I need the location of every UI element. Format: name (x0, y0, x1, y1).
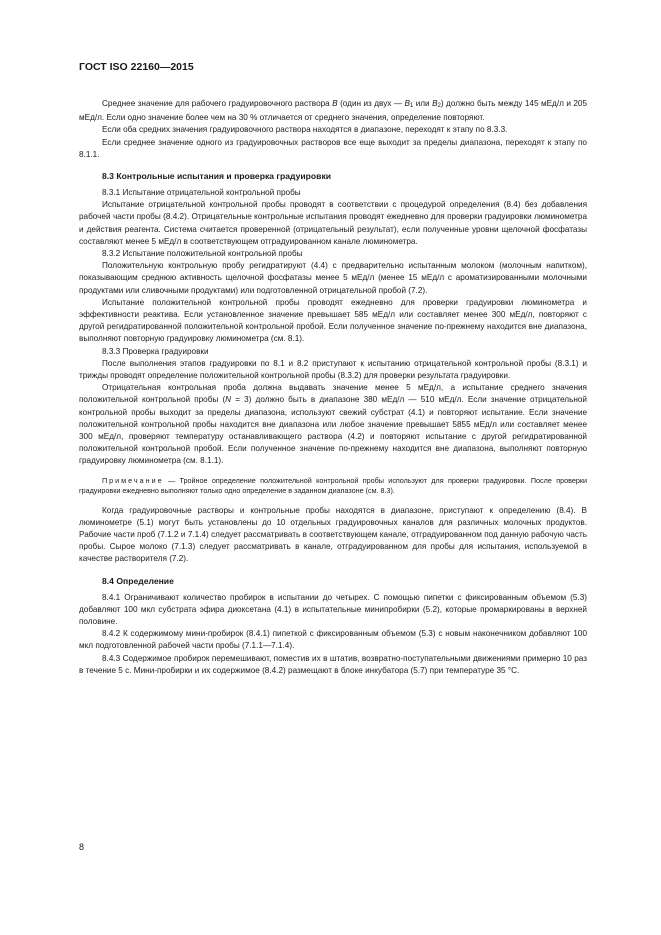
section-8-4-heading: 8.4 Определение (102, 575, 174, 586)
intro-paragraph-1: Среднее значение для рабочего градуировочного раствора B (один из двух — B1 или B2) должно быть между 145 мЕд/л и 205 мЕд/л. Если одно значение более чем на 30 % отличается от среднего значения, определение повторяют. (79, 99, 587, 123)
subsection-8-3-2-text-1: Положительную контрольную пробу регидратируют (4.4) с предварительно испытанным молоком (молочным напитком), показывающим среднюю активность щелочной фосфатазы менее 5 мЕд/л (менее 15 мЕд/л с ароматизированными молочными продуктами или сливочными продуктами) или подготовленной отрицательной пробой (7.2). (79, 261, 587, 295)
subsection-8-3-1-text: Испытание отрицательной контрольной пробы проводят в соответствии с процедурой определения (8.4) без добавления рабочей части пробы (8.4.2). Отрицательные контрольные испытания проводят ежедневно для проверки градуировки люминометра и действия реагента. Система считается проверенной (отрицательный результат), если полученные уровни щелочной фосфатазы составляют менее 5 мЕд/л в соответствующем отградуированном канале люминометра. (79, 200, 587, 246)
section-8-3-heading: 8.3 Контрольные испытания и проверка градуировки (102, 171, 332, 182)
subsection-8-4-3-text: 8.4.3 Содержимое пробирок перемешивают, поместив их в штатив, возвратно-поступательными движениями примерно 10 раз в течение 5 с. Мини-пробирки и их содержимое (8.4.2) размещают в блоке инкубатора (5.7) при температуре 35 °С. (79, 653, 587, 675)
subsection-8-3-2-text-2: Испытание положительной контрольной пробы проводят ежедневно для проверки градуировки люминометра и эффективности реактива. Если установленное значение превышает 585 мЕд/л или составляет менее 300 мЕд/л, повторяют с другой регидратированной положительной контрольной пробой. Если полученное значение по-прежнему находится вне диапазона, выполняют повторную градуировку люминометра (см. 8.1). (79, 297, 587, 344)
subsection-8-3-2-title: 8.3.2 Испытание положительной контрольной пробы (102, 249, 303, 259)
subsection-8-4-2-text: 8.4.2 К содержимому мини-пробирок (8.4.1) пипеткой с фиксированным объемом (5.3) с новым наконечником добавляют 100 мкл подготовленной рабочей части пробы (7.1.1—7.1.4). (79, 629, 587, 651)
subsection-8-4-1-text: 8.4.1 Ограничивают количество пробирок в испытании до четырех. С помощью пипетки с фиксированным объемом (5.3) добавляют 100 мкл субстрата эфира диоксетана (4.1) в испытательные минипробирки (5.2), которые промаркированы в верхней половине. (79, 592, 587, 626)
subsection-8-3-3-title: 8.3.3 Проверка градуировки (102, 346, 209, 356)
page-number: 8 (79, 842, 85, 852)
document-header: ГОСТ ISO 22160—2015 (79, 61, 194, 73)
subsection-8-3-1-title: 8.3.1 Испытание отрицательной контрольной пробы (102, 188, 301, 198)
note-text: — Тройное определение положительной контрольной пробы используют для проверки градуировки. После проверки градуировки ежедневно выполняют только одно определение в заданном диапазоне (см. 8.3). (79, 475, 587, 496)
after-note-paragraph: Когда градуировочные растворы и контрольные пробы находятся в диапазоне, приступают к определению (8.4). В люминометре (5.1) могут быть установлены до 10 отдельных градуировочных каналов для различных молочных продуктов. Рабочие части проб (7.1.2 и 7.1.4) следует рассматривать в соответствующем канале, отградуированном под данную рабочую часть пробы. Сырое молоко (7.1.3) следует рассматривать в канале, отградуированном для пробы для испытания, используемой в качестве растворителя (7.2). (79, 505, 587, 564)
subsection-8-3-3-text-2: Отрицательная контрольная проба должна выдавать значение менее 5 мЕд/л, а испытание среднего значения положительной контрольной пробы (N = 3) должно быть в диапазоне 380 мЕд/л — 510 мЕд/л. Если значение отрицательной контрольной пробы выходит за пределы диапазона, используют свежий субстрат (4.1) и повторяют испытание. Если значение положительной контрольной пробы находится вне диапазона или любое значение превышает 5855 мЕд/л или составляет менее 300 мЕд/л, проверяют температуру останавливающего раствора (4.2) и повторяют испытание с другой регидратированной положительной контрольной пробой. Если полученное значение по-прежнему находится вне диапазона, выполняют повторную градуировку люминометра (см. 8.1.1). (79, 383, 587, 466)
intro-paragraph-3: Если среднее значение одного из градуировочных растворов все еще выходит за пределы диапазона, переходят к этапу по 8.1.1. (79, 137, 587, 159)
document-page (79, 61, 587, 677)
note (79, 476, 587, 497)
note-label: Примечание (102, 475, 164, 485)
intro-paragraph-2: Если оба средних значения градуировочного раствора находятся в диапазоне, переходят к этапу по 8.3.3. (102, 125, 508, 135)
subsection-8-3-3-text-1: После выполнения этапов градуировки по 8.1 и 8.2 приступают к испытанию отрицательной контрольной пробы (8.3.1) и трижды проводят определение положительной контрольной пробы (8.3.2) для проверки результата градуировки. (79, 358, 587, 381)
